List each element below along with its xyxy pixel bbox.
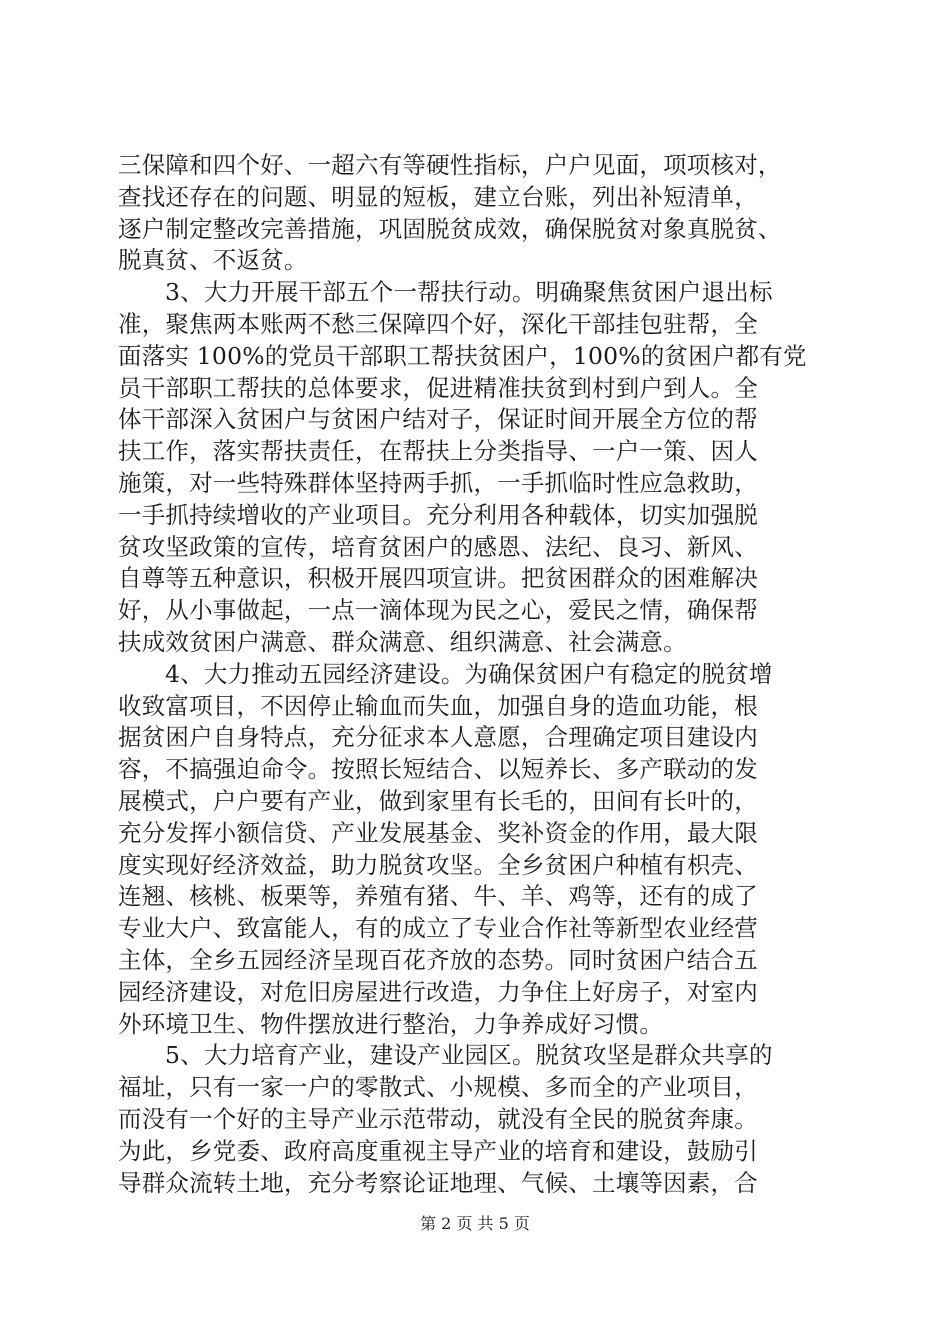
text-line: 查找还存在的问题、明显的短板，建立台账，列出补短清单， [118, 182, 758, 211]
text-line: 施策，对一些特殊群体坚持两手抓，一手抓临时性应急救助， [118, 468, 758, 497]
page-number-footer: 第 2 页 共 5 页 [420, 1214, 530, 1233]
text-line: 度实现好经济效益，助力脱贫攻坚。全乡贫困户种植有枳壳、 [118, 850, 758, 879]
text-line: 扶成效贫困户满意、群众满意、组织满意、社会满意。 [118, 627, 687, 656]
text-line: 容，不搞强迫命令。按照长短结合、以短养长、多产联动的发 [118, 755, 758, 784]
text-line: 三保障和四个好、一超六有等硬性指标，户户见面，项项核对， [118, 151, 782, 179]
text-line: 员干部职工帮扶的总体要求，促进精准扶贫到村到户到人。全 [118, 373, 758, 402]
text-line: 而没有一个好的主导产业示范带动，就没有全民的脱贫奔康。 [118, 1104, 758, 1133]
text-line: 面落实 100%的党员干部职工帮扶贫困户，100%的贫困户都有党 [118, 341, 807, 370]
text-line: 导群众流转土地，充分考察论证地理、气候、土壤等因素，合 [118, 1168, 758, 1197]
text-line: 逐户制定整改完善措施，巩固脱贫成效，确保脱贫对象真脱贫、 [118, 214, 782, 243]
text-line: 体干部深入贫困户与贫困户结对子，保证时间开展全方位的帮 [118, 405, 758, 434]
text-line: 专业大户、致富能人，有的成立了专业合作社等新型农业经营 [118, 914, 758, 943]
paragraph-first-line: 4、大力推动五园经济建设。为确保贫困户有稳定的脱贫增 [165, 659, 773, 688]
text-line: 主体，全乡五园经济呈现百花齐放的态势。同时贫困户结合五 [118, 945, 758, 974]
paragraph-first-line: 3、大力开展干部五个一帮扶行动。明确聚焦贫困户退出标 [165, 278, 773, 307]
text-line: 外环境卫生、物件摆放进行整治，力争养成好习惯。 [118, 1009, 664, 1038]
text-line: 准，聚焦两本账两不愁三保障四个好，深化干部挂包驻帮，全 [118, 309, 758, 338]
text-line: 展模式，户户要有产业，做到家里有长毛的，田间有长叶的， [118, 786, 758, 815]
text-line: 一手抓持续增收的产业项目。充分利用各种载体，切实加强脱 [118, 500, 758, 529]
text-line: 据贫困户自身特点，充分征求本人意愿，合理确定项目建设内 [118, 723, 758, 752]
text-line: 贫攻坚政策的宣传，培育贫困户的感恩、法纪、良习、新风、 [118, 532, 758, 561]
text-line: 脱真贫、不返贫。 [118, 246, 308, 275]
paragraph-first-line: 5、大力培育产业，建设产业园区。脱贫攻坚是群众共享的 [165, 1041, 773, 1070]
text-line: 扶工作，落实帮扶责任，在帮扶上分类指导、一户一策、因人 [118, 437, 758, 466]
text-line: 好，从小事做起，一点一滴体现为民之心，爱民之情，确保帮 [118, 596, 758, 625]
text-line: 福址，只有一家一户的零散式、小规模、多而全的产业项目， [118, 1073, 758, 1102]
text-line: 为此，乡党委、政府高度重视主导产业的培育和建设，鼓励引 [118, 1136, 758, 1165]
text-line: 充分发挥小额信贷、产业发展基金、奖补资金的作用，最大限 [118, 818, 758, 847]
text-line: 连翘、核桃、板栗等，养殖有猪、牛、羊、鸡等，还有的成了 [118, 882, 758, 911]
text-line: 自尊等五种意识，积极开展四项宣讲。把贫困群众的困难解决 [118, 564, 758, 593]
text-line: 收致富项目，不因停止输血而失血，加强自身的造血功能，根 [118, 691, 758, 720]
document-body [118, 150, 834, 1199]
text-line: 园经济建设，对危旧房屋进行改造，力争住上好房子，对室内 [118, 977, 758, 1006]
